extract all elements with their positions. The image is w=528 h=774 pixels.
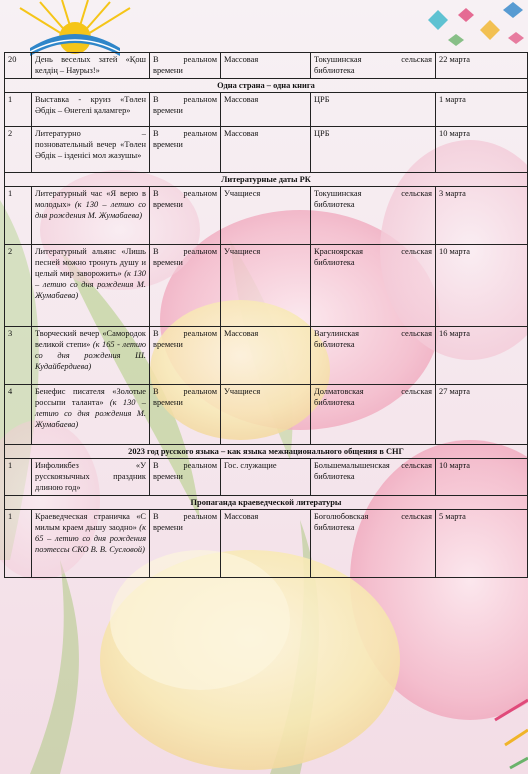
row-number: 2 xyxy=(5,245,32,327)
event-place: Большемалышенская сельская библиотека xyxy=(311,459,436,496)
section-title: Одна страна – одна книга xyxy=(5,79,528,93)
event-format: В реальном времени xyxy=(150,245,221,327)
section-title: Литературные даты РК xyxy=(5,173,528,187)
row-number: 1 xyxy=(5,187,32,245)
row-number: 2 xyxy=(5,127,32,173)
row-number: 1 xyxy=(5,93,32,127)
event-format: В реальном времени xyxy=(150,385,221,445)
event-place: Токушинская сельская библиотека xyxy=(311,53,436,79)
event-date: 22 марта xyxy=(436,53,528,79)
event-format: В реальном времени xyxy=(150,53,221,79)
events-plan-table xyxy=(4,52,528,578)
event-title-text: Краеведческая страничка «С милым краем дышу заодно» xyxy=(35,512,146,532)
sun-book-logo xyxy=(0,0,150,60)
table-row xyxy=(5,327,528,385)
section-title: 2023 год русского языка – как языка межнационального общения в СНГ xyxy=(5,445,528,459)
table-row xyxy=(5,245,528,327)
event-anniversary-note: (к 130 – летию со дня рождения М. Жумабаева) xyxy=(35,200,146,220)
event-place: Долматовская сельская библиотека xyxy=(311,385,436,445)
event-place: Вагулинская сельская библиотека xyxy=(311,327,436,385)
event-date: 10 марта xyxy=(436,245,528,327)
event-audience: Учащиеся xyxy=(221,245,311,327)
event-date: 27 марта xyxy=(436,385,528,445)
event-title: День веселых затей «Қош келдің – Наурыз!» xyxy=(32,53,150,79)
event-title-text: Инфоликбез «У русскоязычных праздник длиною год» xyxy=(35,461,146,492)
event-title xyxy=(32,127,150,173)
event-title-text: Творческий вечер «Самородок великой степи» xyxy=(35,329,146,349)
event-anniversary-note: (к 65 – летию со дня рождения поэтессы СКО В. В. Сусловой) xyxy=(35,523,147,554)
event-format: В реальном времени xyxy=(150,187,221,245)
table-row xyxy=(5,127,528,173)
event-title xyxy=(32,187,150,245)
event-audience: Гос. служащие xyxy=(221,459,311,496)
event-title-text: Бенефис писателя «Золотые россыпи таланта» xyxy=(35,387,146,407)
event-audience: Массовая xyxy=(221,53,311,79)
event-audience: Массовая xyxy=(221,127,311,173)
event-title-text: Литературный час «Я верю в молодых» xyxy=(35,189,146,209)
event-place: Боголюбовская сельская библиотека xyxy=(311,510,436,578)
event-format: В реальном времени xyxy=(150,93,221,127)
ornament-decoration xyxy=(418,0,528,60)
event-place: Красноярская сельская библиотека xyxy=(311,245,436,327)
table-row xyxy=(5,459,528,496)
section-header xyxy=(5,445,528,459)
table-row xyxy=(5,385,528,445)
event-date: 16 марта xyxy=(436,327,528,385)
event-place: ЦРБ xyxy=(311,127,436,173)
event-title-text: Литературный альянс «Лишь песней можно тронуть душу и целый мир заворожить» xyxy=(35,247,146,278)
section-title: Пропаганда краеведческой литературы xyxy=(5,496,528,510)
event-format: В реальном времени xyxy=(150,459,221,496)
row-number: 1 xyxy=(5,459,32,496)
section-header xyxy=(5,79,528,93)
event-format: В реальном времени xyxy=(150,510,221,578)
table-row xyxy=(5,93,528,127)
event-anniversary-note: (к 130 – летию со дня рождения М. Жумабаева) xyxy=(35,398,146,429)
event-audience: Массовая xyxy=(221,93,311,127)
event-title xyxy=(32,385,150,445)
event-audience: Массовая xyxy=(221,510,311,578)
event-title xyxy=(32,459,150,496)
table-row xyxy=(5,53,528,79)
row-number: 4 xyxy=(5,385,32,445)
event-anniversary-note: (к 165 - летию со дня рождения Ш. Кудайбердиева) xyxy=(35,340,147,371)
event-title xyxy=(32,510,150,578)
section-header xyxy=(5,173,528,187)
row-number: 1 xyxy=(5,510,32,578)
event-title-text: Выставка - круиз «Төлен Әбдік – Өнегелі қаламгер» xyxy=(35,95,146,115)
event-date: 1 марта xyxy=(436,93,528,127)
event-audience: Массовая xyxy=(221,327,311,385)
event-date: 10 марта xyxy=(436,127,528,173)
event-title xyxy=(32,327,150,385)
row-number: 3 xyxy=(5,327,32,385)
event-audience: Учащиеся xyxy=(221,187,311,245)
event-place: Токушинская сельская библиотека xyxy=(311,187,436,245)
event-title xyxy=(32,93,150,127)
event-format: В реальном времени xyxy=(150,327,221,385)
event-date: 5 марта xyxy=(436,510,528,578)
event-title-text: Литературно – позновательный вечер «Төлен Әбдік – ізденісі мол жазушы» xyxy=(35,129,146,160)
event-title xyxy=(32,245,150,327)
table-row xyxy=(5,187,528,245)
event-format: В реальном времени xyxy=(150,127,221,173)
section-header xyxy=(5,496,528,510)
event-audience: Учащиеся xyxy=(221,385,311,445)
table-row xyxy=(5,510,528,578)
event-anniversary-note: (к 130 – летию со дня рождения М. Жумабаева) xyxy=(35,269,146,300)
event-date: 10 марта xyxy=(436,459,528,496)
event-place: ЦРБ xyxy=(311,93,436,127)
row-number: 20 xyxy=(5,53,32,79)
event-date: 3 марта xyxy=(436,187,528,245)
